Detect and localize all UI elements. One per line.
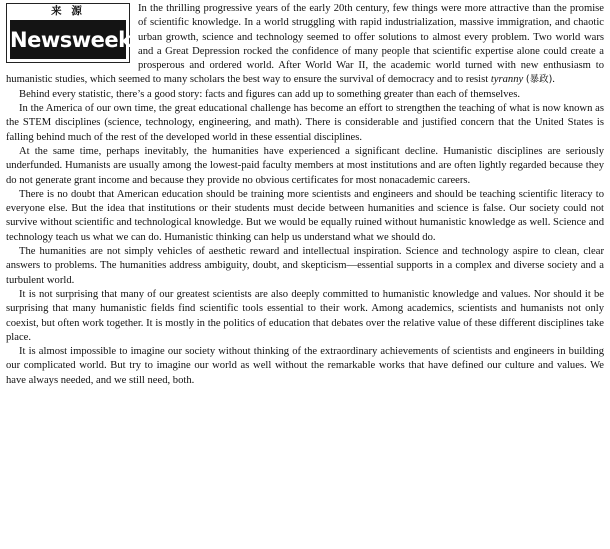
paragraph-1-text: In the thrilling progressive years of the early 20th century, few things were more attractive than the promise of scientific knowledge. In a world struggling with rapid industrialization, massive immigration, and chaotic urban growth, science and technology seemed to offer solutions to almost every problem. Two world wars and a Great Depression rocked the confidence of many people that scientific expertise alone could create a prosperous and ordered world. After World War II, the academic world turned with new enthusiasm to humanistic studies, which seemed to many scholars the best way to ensure the survival of democracy and to resist [6, 3, 604, 86]
paragraph-6: The humanities are not simply vehicles of aesthetic reward and intellectual inspiration. Science and technology aspire to clean, clear answers to problems. The humanities address ambiguity, doubt, and skepticism—essential supports in a complex and diverse society and a turbulent world. [6, 246, 604, 286]
emphasis-word: tyranny [490, 74, 524, 86]
newsweek-logo: Newsweek [10, 20, 126, 59]
paragraph-5: There is no doubt that American education should be training more scientists and engineers and should be teaching scientific literacy to everyone else. But the idea that institutions or their students must decide between humanities and science is false. Our society could not survive without scientific and technological knowledge. But we would be equally ruined without humanistic knowledge as well. Science and technology teach us what we can do. Humanistic thinking can help us understand what we should do. [6, 188, 604, 243]
paragraph-3: In the America of our own time, the great educational challenge has become an effort to strengthen the teaching of what is now known as the STEM disciplines (science, technology, engineering, and math). There is considerable and justified concern that the United States is falling behind much of the rest of the developed world in these essential disciplines. [6, 103, 604, 143]
paragraph-8: It is almost impossible to imagine our society without thinking of the extraordinary achievements of scientists and engineers in building our complicated world. But try to imagine our world as well without the remarkable works that have defined our culture and values. We have always needed, and we still need, both. [6, 346, 604, 386]
sentence-end: . [552, 74, 555, 86]
paragraph-2: Behind every statistic, there’s a good story: facts and figures can add up to something greater than each of themselves. [19, 88, 520, 100]
paragraph-7: It is not surprising that many of our greatest scientists are also deeply committed to humanistic knowledge and values. Nor should it be surprising that many humanistic fields find scientific tools essential to their work. Among academics, scientists and humanists not only coexist, but often work together. It is mostly in the politics of education that debates over the relative value of these different disciplines take place. [6, 288, 604, 343]
source-box [6, 3, 130, 63]
chinese-gloss: (暴政) [525, 74, 553, 86]
source-label: 来 源 [51, 5, 85, 17]
paragraph-4: At the same time, perhaps inevitably, the humanities have experienced a significant decline. Humanistic disciplines are seriously underfunded. Humanists are usually among the lowest-paid faculty members at most institutions and are often lightly regarded because they do not generate grant income and because they provide no obvious certificates for most nonacademic careers. [6, 145, 604, 186]
article-page [6, 2, 604, 547]
